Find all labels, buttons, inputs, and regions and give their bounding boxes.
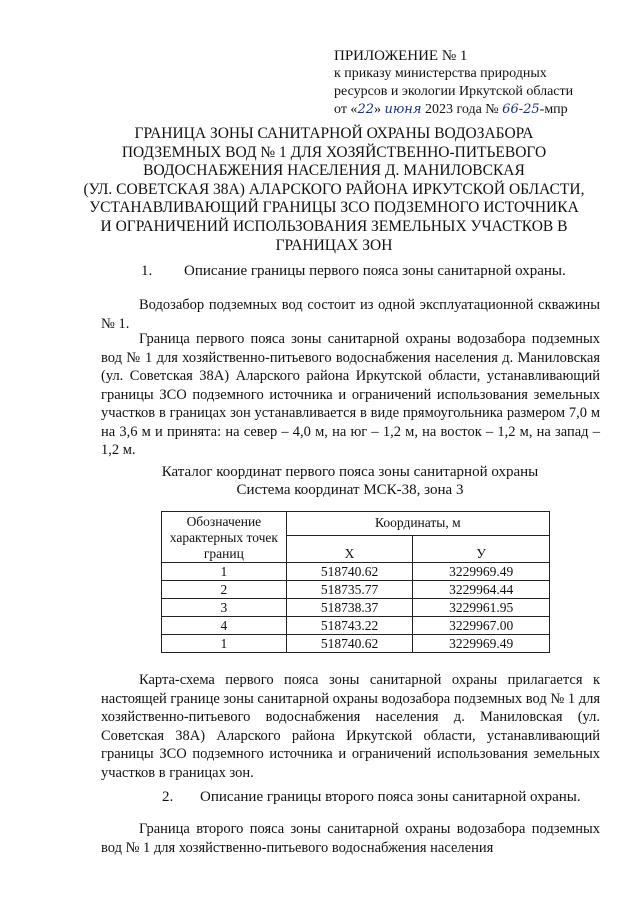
handwritten-order-number: 66-25 [502, 102, 540, 117]
section-2-number: 2. [162, 789, 174, 805]
date-year: 2023 года № [421, 102, 503, 117]
date-mid: » [373, 102, 385, 117]
table-row [162, 563, 550, 581]
date-prefix: от « [334, 102, 358, 117]
section-2-heading: Описание границы второго пояса зоны санитарной охраны. [200, 789, 581, 805]
title-line: УСТАНАВЛИВАЮЩИЙ ГРАНИЦЫ ЗСО ПОДЗЕМНОГО ИСТОЧНИКА [89, 199, 579, 217]
cell-x: 518740.62 [286, 563, 413, 581]
handwritten-month: июня [384, 102, 422, 117]
column-header-point: Обозначение характерных точек границ [162, 512, 287, 563]
cell-y: 3229961.95 [413, 599, 550, 617]
handwritten-day: 22 [357, 102, 374, 117]
cell-point: 3 [162, 599, 287, 617]
table-row [162, 599, 550, 617]
title-line: (УЛ. СОВЕТСКАЯ 38А) АЛАРСКОГО РАЙОНА ИРКУТСКОЙ ОБЛАСТИ, [83, 180, 585, 198]
cell-point: 1 [162, 635, 287, 653]
column-header-coordinates: Координаты, м [286, 512, 549, 536]
paragraph-text: Водозабор подземных вод состоит из одной эксплуатационной скважины № 1. [101, 297, 600, 332]
table-row [162, 581, 550, 599]
column-header-x: X [286, 535, 413, 562]
table-row [162, 635, 550, 653]
appendix-date-line [334, 101, 573, 119]
cell-x: 518738.37 [286, 599, 413, 617]
appendix-line-3: ресурсов и экологии Иркутской области [334, 84, 574, 99]
section-1-paragraph-2 [101, 330, 600, 460]
table-caption [100, 463, 600, 499]
paragraph-text: Граница первого пояса зоны санитарной охраны водозабора подземных вод № 1 для хозяйственно-питьевого водоснабжения населения д. Маниловская (ул. Советская 38А) Аларского района Иркутской области, устанавливающий границы ЗСО подземного источника и ограничений использования земельных участков в границах зон устанавливается в виде прямоугольника размером 7,0 м на 3,6 м и принята: на север – 4,0 м, на юг – 1,2 м, на восток – 1,2 м, на запад – 1,2 м. [101, 331, 600, 458]
paragraph-text: Карта-схема первого пояса зоны санитарной охраны прилагается к настоящей границе зоны санитарной охраны водозабора подземных вод № 1 для хозяйственно-питьевого водоснабжения населения д. Маниловская (ул. Советская 38А) Аларского района Иркутской области, устанавливающий границы ЗСО подземного источника и ограничений использования земельных участков в границах зон. [101, 672, 600, 781]
appendix-title: ПРИЛОЖЕНИЕ № 1 [334, 48, 468, 64]
order-suffix: -мпр [539, 102, 568, 117]
section-1-heading: Описание границы первого пояса зоны санитарной охраны. [184, 263, 566, 279]
cell-x: 518735.77 [286, 581, 413, 599]
coordinates-table [161, 511, 550, 653]
title-line: ВОДОСНАБЖЕНИЯ НАСЕЛЕНИЯ Д. МАНИЛОВСКАЯ [143, 162, 525, 180]
paragraph-text: Граница второго пояса зоны санитарной охраны водозабора подземных вод № 1 для хозяйственно-питьевого водоснабжения населения [101, 821, 600, 856]
column-header-y: У [413, 535, 550, 562]
cell-x: 518743.22 [286, 617, 413, 635]
section-1-number: 1. [141, 263, 153, 279]
table-caption-line-2: Система координат МСК-38, зона 3 [236, 482, 464, 498]
cell-y: 3229969.49 [413, 635, 550, 653]
appendix-line-2: к приказу министерства природных [334, 66, 547, 81]
cell-x: 518740.62 [286, 635, 413, 653]
document-title [60, 125, 608, 255]
table-caption-line-1: Каталог координат первого пояса зоны санитарной охраны [161, 464, 539, 480]
cell-point: 4 [162, 617, 287, 635]
cell-y: 3229964.44 [413, 581, 550, 599]
title-line: И ОГРАНИЧЕНИЙ ИСПОЛЬЗОВАНИЯ ЗЕМЕЛЬНЫХ УЧАСТКОВ В [100, 217, 568, 235]
map-scheme-paragraph [101, 671, 600, 782]
appendix-block [334, 47, 573, 119]
section-2-paragraph [101, 820, 600, 857]
section-1-paragraph-1 [101, 296, 600, 333]
title-line: ГРАНИЦАХ ЗОН [275, 236, 393, 254]
title-line: ПОДЗЕМНЫХ ВОД № 1 ДЛЯ ХОЗЯЙСТВЕННО-ПИТЬЕВОГО [121, 143, 547, 161]
cell-y: 3229967.00 [413, 617, 550, 635]
cell-y: 3229969.49 [413, 563, 550, 581]
title-line: ГРАНИЦА ЗОНЫ САНИТАРНОЙ ОХРАНЫ ВОДОЗАБОРА [134, 125, 534, 142]
cell-point: 1 [162, 563, 287, 581]
cell-point: 2 [162, 581, 287, 599]
table-row [162, 617, 550, 635]
